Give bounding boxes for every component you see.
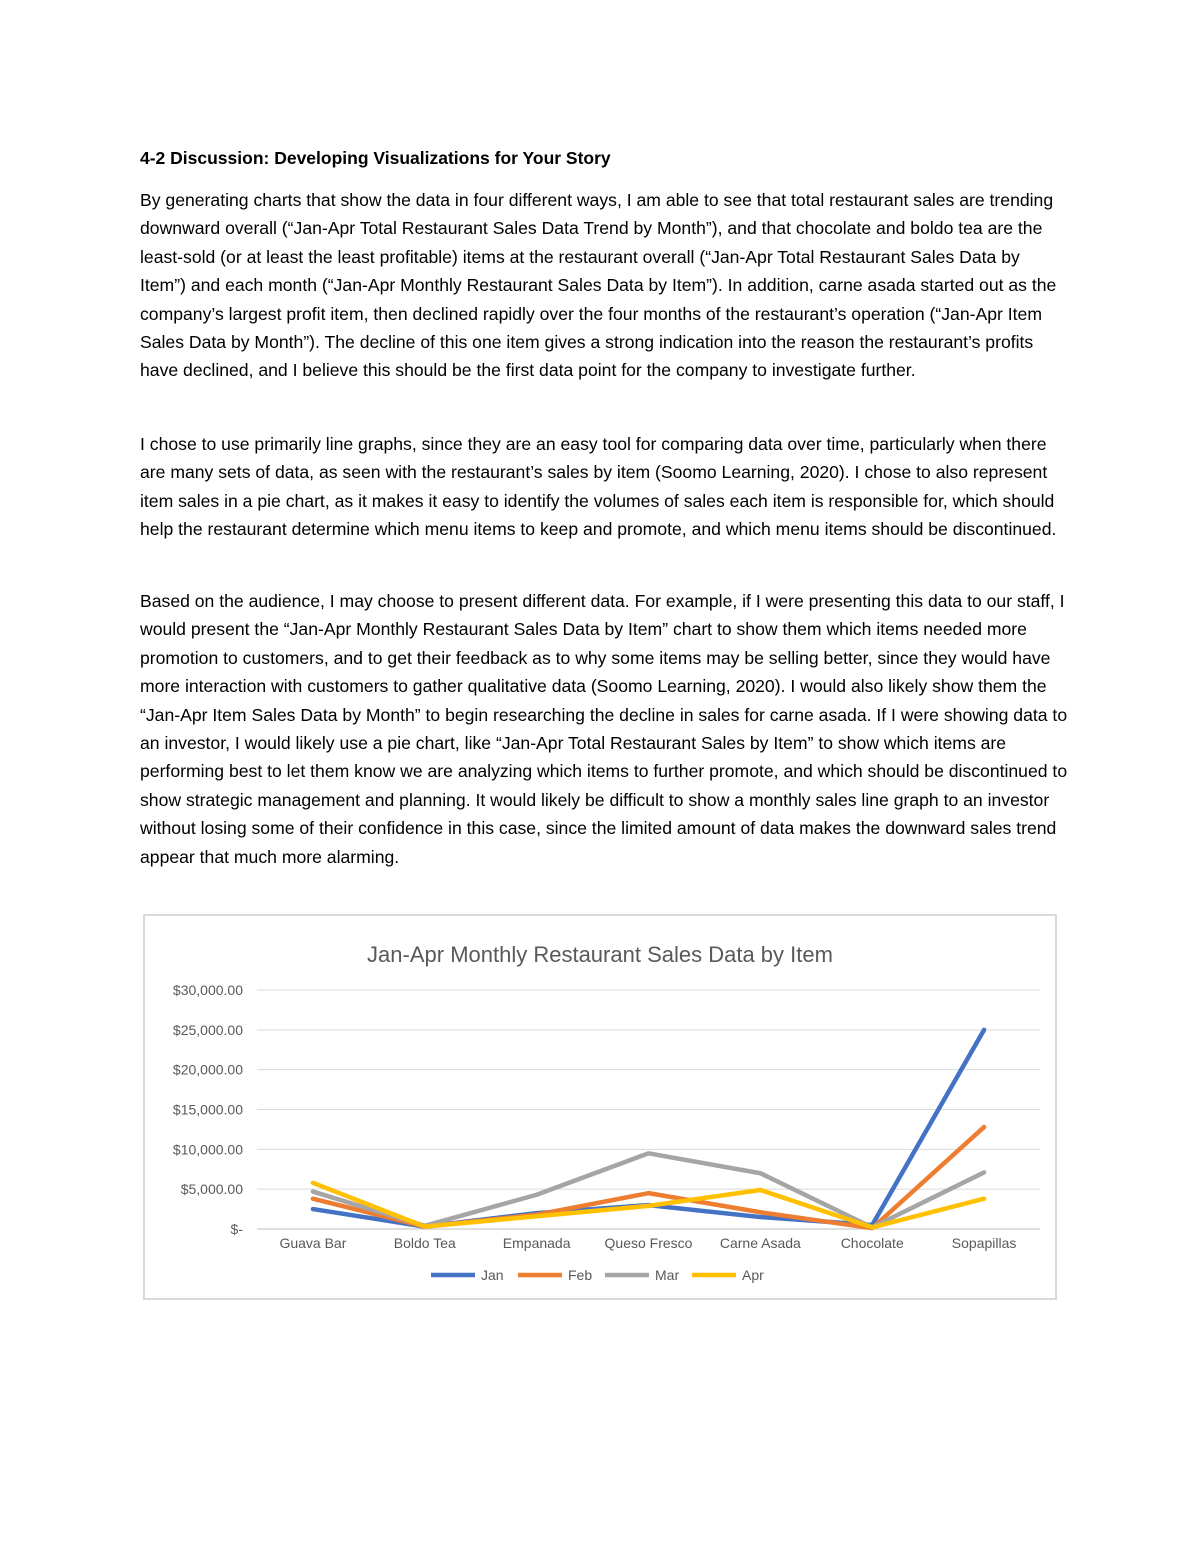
paragraph-3: Based on the audience, I may choose to present different data. For example, if I were presenting this data to our staff, I would present the “Jan-Apr Monthly Restaurant Sales Data by Item” chart to show them which items needed more promotion to customers, and to get their feedback as to why some items may be selling better, since they would have more interaction with customers to gather qualitative data (Soomo Learning, 2020). I would also likely show them the “Jan-Apr Item Sales Data by Month” to begin researching the decline in sales for carne asada. If I were showing data to an investor, I would likely use a pie chart, like “Jan-Apr Total Restaurant Sales by Item” to show which items are performing best to let them know we are analyzing which items to further promote, and which should be discontinued to show strategic management and planning. It would likely be difficult to show a monthly sales line graph to an investor without losing some of their confidence in this case, since the limited amount of data makes the downward sales trend appear that much more alarming.	[140, 591, 1068, 867]
y-tick-label: $30,000.00	[172, 982, 243, 998]
x-tick-label: Empanada	[502, 1235, 571, 1251]
legend-label: Mar	[655, 1267, 680, 1283]
x-tick-label: Boldo Tea	[393, 1235, 456, 1251]
legend-label: Jan	[481, 1267, 504, 1283]
paragraph-2: I chose to use primarily line graphs, since they are an easy tool for comparing data over time, particularly when there are many sets of data, as seen with the restaurant’s sales by item (Soomo Learning, 2020). I chose to also represent item sales in a pie chart, as it makes it easy to identify the volumes of sales each item is responsible for, which should help the restaurant determine which menu items to keep and promote, and which menu items should be discontinued.	[140, 434, 1057, 540]
legend-label: Feb	[568, 1267, 593, 1283]
chart-title: Jan-Apr Monthly Restaurant Sales Data by Item	[367, 942, 833, 967]
x-tick-label: Chocolate	[840, 1235, 904, 1251]
y-tick-label: $-	[230, 1221, 243, 1237]
legend-item	[431, 1267, 504, 1283]
x-tick-label: Guava Bar	[279, 1235, 347, 1251]
y-tick-label: $10,000.00	[172, 1141, 243, 1158]
chart-series	[313, 1030, 984, 1229]
y-tick-label: $15,000.00	[172, 1101, 243, 1118]
chart-container	[143, 914, 1057, 1300]
paragraph-1: By generating charts that show the data in four different ways, I am able to see that total restaurant sales are trending downward overall (“Jan-Apr Total Restaurant Sales Data Trend by Month”), and that chocolate and boldo tea are the least-sold (or at least the least profitable) items at the restaurant overall (“Jan-Apr Total Restaurant Sales Data by Item”) and each month (“Jan-Apr Monthly Restaurant Sales Data by Item”). In addition, carne asada started out as the company’s largest profit item, then declined rapidly over the four months of the restaurant’s operation (“Jan-Apr Item Sales Data by Month”). The decline of this one item gives a strong indication into the reason the restaurant’s profits have declined, and I believe this should be the first data point for the company to investigate further.	[140, 190, 1057, 381]
series-line	[313, 1030, 984, 1227]
x-axis-tick-labels	[279, 1235, 1016, 1251]
y-tick-label: $5,000.00	[180, 1181, 243, 1198]
legend-item	[518, 1267, 592, 1283]
chart-legend	[431, 1267, 764, 1283]
x-tick-label: Queso Fresco	[604, 1235, 693, 1251]
x-tick-label: Sopapillas	[951, 1235, 1017, 1251]
series-line	[313, 1127, 984, 1228]
y-tick-label: $25,000.00	[172, 1021, 243, 1038]
legend-label: Apr	[742, 1267, 764, 1283]
legend-item	[692, 1267, 764, 1283]
y-axis-tick-labels	[173, 982, 243, 1237]
series-jan	[313, 1030, 984, 1227]
legend-item	[605, 1267, 679, 1283]
discussion-heading: 4-2 Discussion: Developing Visualizations for Your Story	[140, 148, 611, 168]
series-feb	[313, 1127, 984, 1228]
x-tick-label: Carne Asada	[719, 1235, 801, 1251]
line-chart	[145, 916, 1055, 1298]
y-tick-label: $20,000.00	[172, 1061, 243, 1078]
